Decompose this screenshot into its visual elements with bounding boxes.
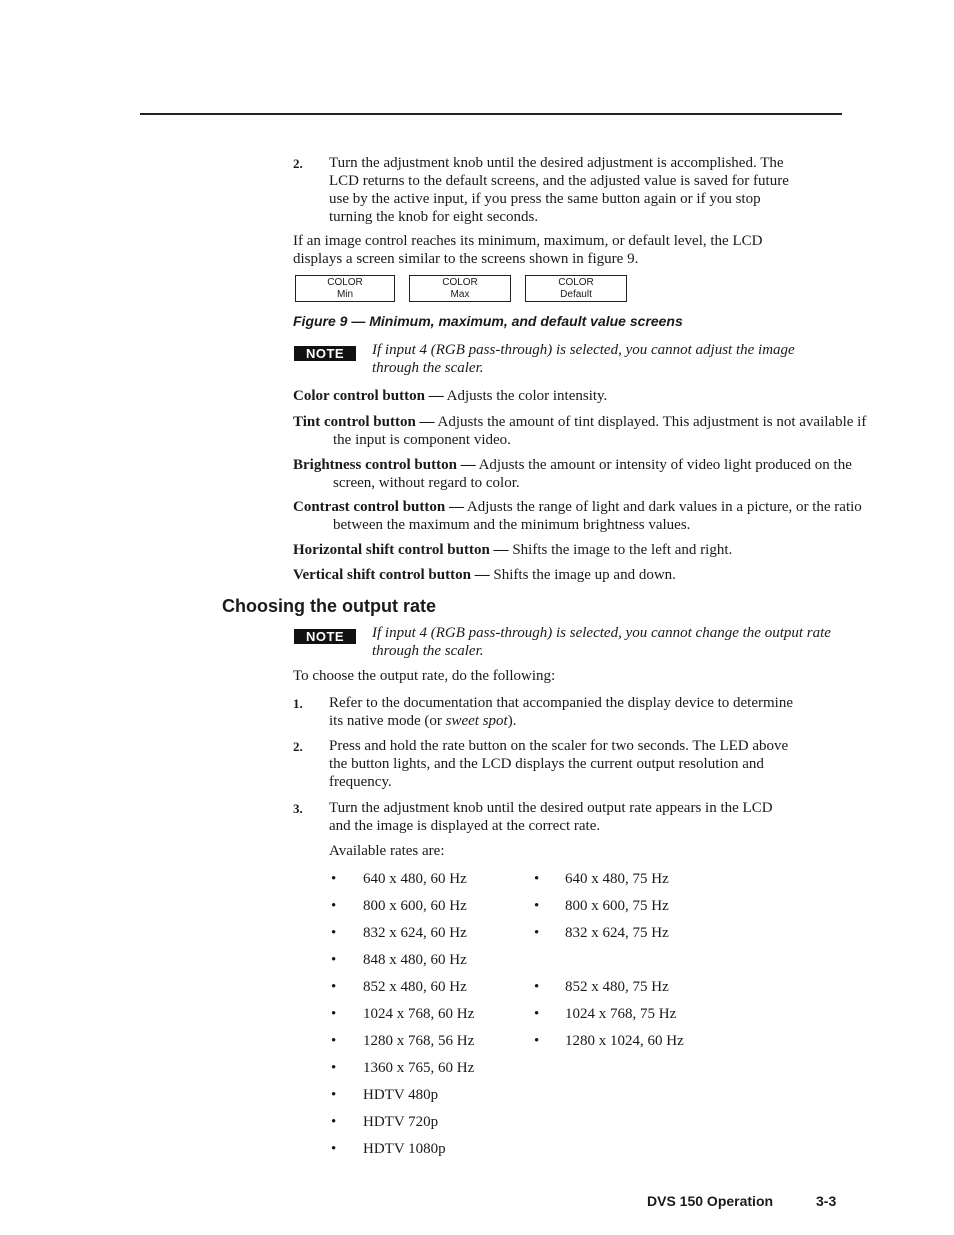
bullet-dot: • [331,979,337,995]
note-line: through the scaler. [372,360,484,376]
bullet-dot: • [331,952,337,968]
step-text-line: frequency. [329,774,392,790]
rate-item: 848 x 480, 60 Hz [363,952,467,968]
bullet-dot: • [331,925,337,941]
bullet-dot: • [331,1006,337,1022]
rate-item: 852 x 480, 60 Hz [363,979,467,995]
step-text-line: turning the knob for eight seconds. [329,209,539,225]
step-number: 2. [293,156,303,171]
step-text-line: the button lights, and the LCD displays the current output resolution and [329,756,764,772]
text-span: its native mode (or [329,713,446,729]
lcd-line: Max [450,289,470,300]
rate-item: 800 x 600, 75 Hz [565,898,669,914]
definition-contrast [293,498,881,534]
bullet-dot: • [534,871,540,887]
bullet-dot: • [534,898,540,914]
definition-tint [293,413,881,449]
rate-item: 1360 x 765, 60 Hz [363,1060,475,1076]
definition-horizontal-shift [293,541,881,559]
lcd-screen-max [409,275,511,302]
rate-item: HDTV 1080p [363,1141,446,1157]
definition-brightness [293,456,881,492]
definition-term: Brightness control button — [293,457,476,473]
definition-text: Shifts the image up and down. [489,567,676,583]
note-line: through the scaler. [372,643,484,659]
note-badge: NOTE [294,346,356,361]
bullet-dot: • [534,925,540,941]
bullet-dot: • [331,871,337,887]
step-text-line: Turn the adjustment knob until the desired output rate appears in the LCD [329,800,773,816]
rate-item: 800 x 600, 60 Hz [363,898,467,914]
bullet-dot: • [534,1006,540,1022]
step-text-line: and the image is displayed at the correct rate. [329,818,601,834]
bullet-dot: • [331,1114,337,1130]
note-badge: NOTE [294,629,356,644]
available-rates-label: Available rates are: [329,843,445,859]
lcd-line: Min [336,289,354,300]
rate-item: 640 x 480, 75 Hz [565,871,669,887]
definition-text: Shifts the image to the left and right. [508,542,733,558]
step-text [329,694,849,730]
rate-item: 1280 x 1024, 60 Hz [565,1033,684,1049]
text-span: ). [507,713,517,729]
step-text-line: use by the active input, if you press the same button again or if you stop [329,191,761,207]
rate-item: 640 x 480, 60 Hz [363,871,467,887]
step-number: 1. [293,696,303,711]
definition-vertical-shift [293,566,881,584]
lcd-line: COLOR [558,277,594,288]
step-number: 2. [293,739,303,754]
step-text-line: LCD returns to the default screens, and the adjusted value is saved for future [329,173,789,189]
bullet-dot: • [534,1033,540,1049]
lcd-line: COLOR [442,277,478,288]
step-text-line: Press and hold the rate button on the scaler for two seconds. The LED above [329,738,789,754]
intro-paragraph [293,232,841,268]
bullet-dot: • [331,898,337,914]
rate-item: HDTV 480p [363,1087,439,1103]
rate-item: HDTV 720p [363,1114,439,1130]
rate-item: 1280 x 768, 56 Hz [363,1033,475,1049]
header-rule [140,113,842,115]
definition-text: Adjusts the amount of tint displayed. This adjustment is not available if the input is component video. [333,414,867,448]
definition-term: Horizontal shift control button — [293,542,509,558]
step-text [329,737,849,791]
definition-term: Color control button — [293,388,444,404]
lcd-screen-default [525,275,627,302]
definition-text: Adjusts the amount or intensity of video light produced on the screen, without regard to color. [333,457,852,491]
section-heading: Choosing the output rate [222,596,436,616]
page-number: 3-3 [816,1193,837,1209]
lcd-screen-min [295,275,395,302]
definition-text: Adjusts the range of light and dark values in a picture, or the ratio between the maximum and the minimum brightness values. [333,499,862,533]
step-text-line [329,712,849,730]
bullet-dot: • [331,1141,337,1157]
bullet-dot: • [331,1087,337,1103]
intro-line: If an image control reaches its minimum, maximum, or default level, the LCD [293,233,763,249]
figure-caption: Figure 9 — Minimum, maximum, and default value screens [293,313,683,329]
step-text-line: Turn the adjustment knob until the desired adjustment is accomplished. The [329,155,784,171]
lcd-line: COLOR [327,277,363,288]
rate-item: 1024 x 768, 75 Hz [565,1006,677,1022]
note-text [372,624,852,660]
lcd-line: Default [560,289,592,300]
bullet-dot: • [331,1033,337,1049]
bullet-dot: • [331,1060,337,1076]
bullet-dot: • [534,979,540,995]
note-line: If input 4 (RGB pass-through) is selected, you cannot change the output rate [372,625,831,641]
definition-term: Contrast control button — [293,499,464,515]
choose-intro: To choose the output rate, do the following: [293,668,556,684]
step-text [329,154,849,226]
step-text [329,799,849,835]
emphasis-text: sweet spot [445,713,508,729]
note-line: If input 4 (RGB pass-through) is selected, you cannot adjust the image [372,342,795,358]
note-text [372,341,842,377]
step-text-line: Refer to the documentation that accompanied the display device to determine [329,695,793,711]
rate-item: 852 x 480, 75 Hz [565,979,669,995]
step-number: 3. [293,801,303,816]
definition-term: Vertical shift control button — [293,567,490,583]
rate-item: 832 x 624, 75 Hz [565,925,669,941]
definition-text: Adjusts the color intensity. [443,388,608,404]
definition-term: Tint control button — [293,414,435,430]
rate-item: 1024 x 768, 60 Hz [363,1006,475,1022]
footer-title: DVS 150 Operation [647,1193,774,1209]
definition-color [293,387,881,405]
intro-line: displays a screen similar to the screens shown in figure 9. [293,251,639,267]
rate-item: 832 x 624, 60 Hz [363,925,467,941]
